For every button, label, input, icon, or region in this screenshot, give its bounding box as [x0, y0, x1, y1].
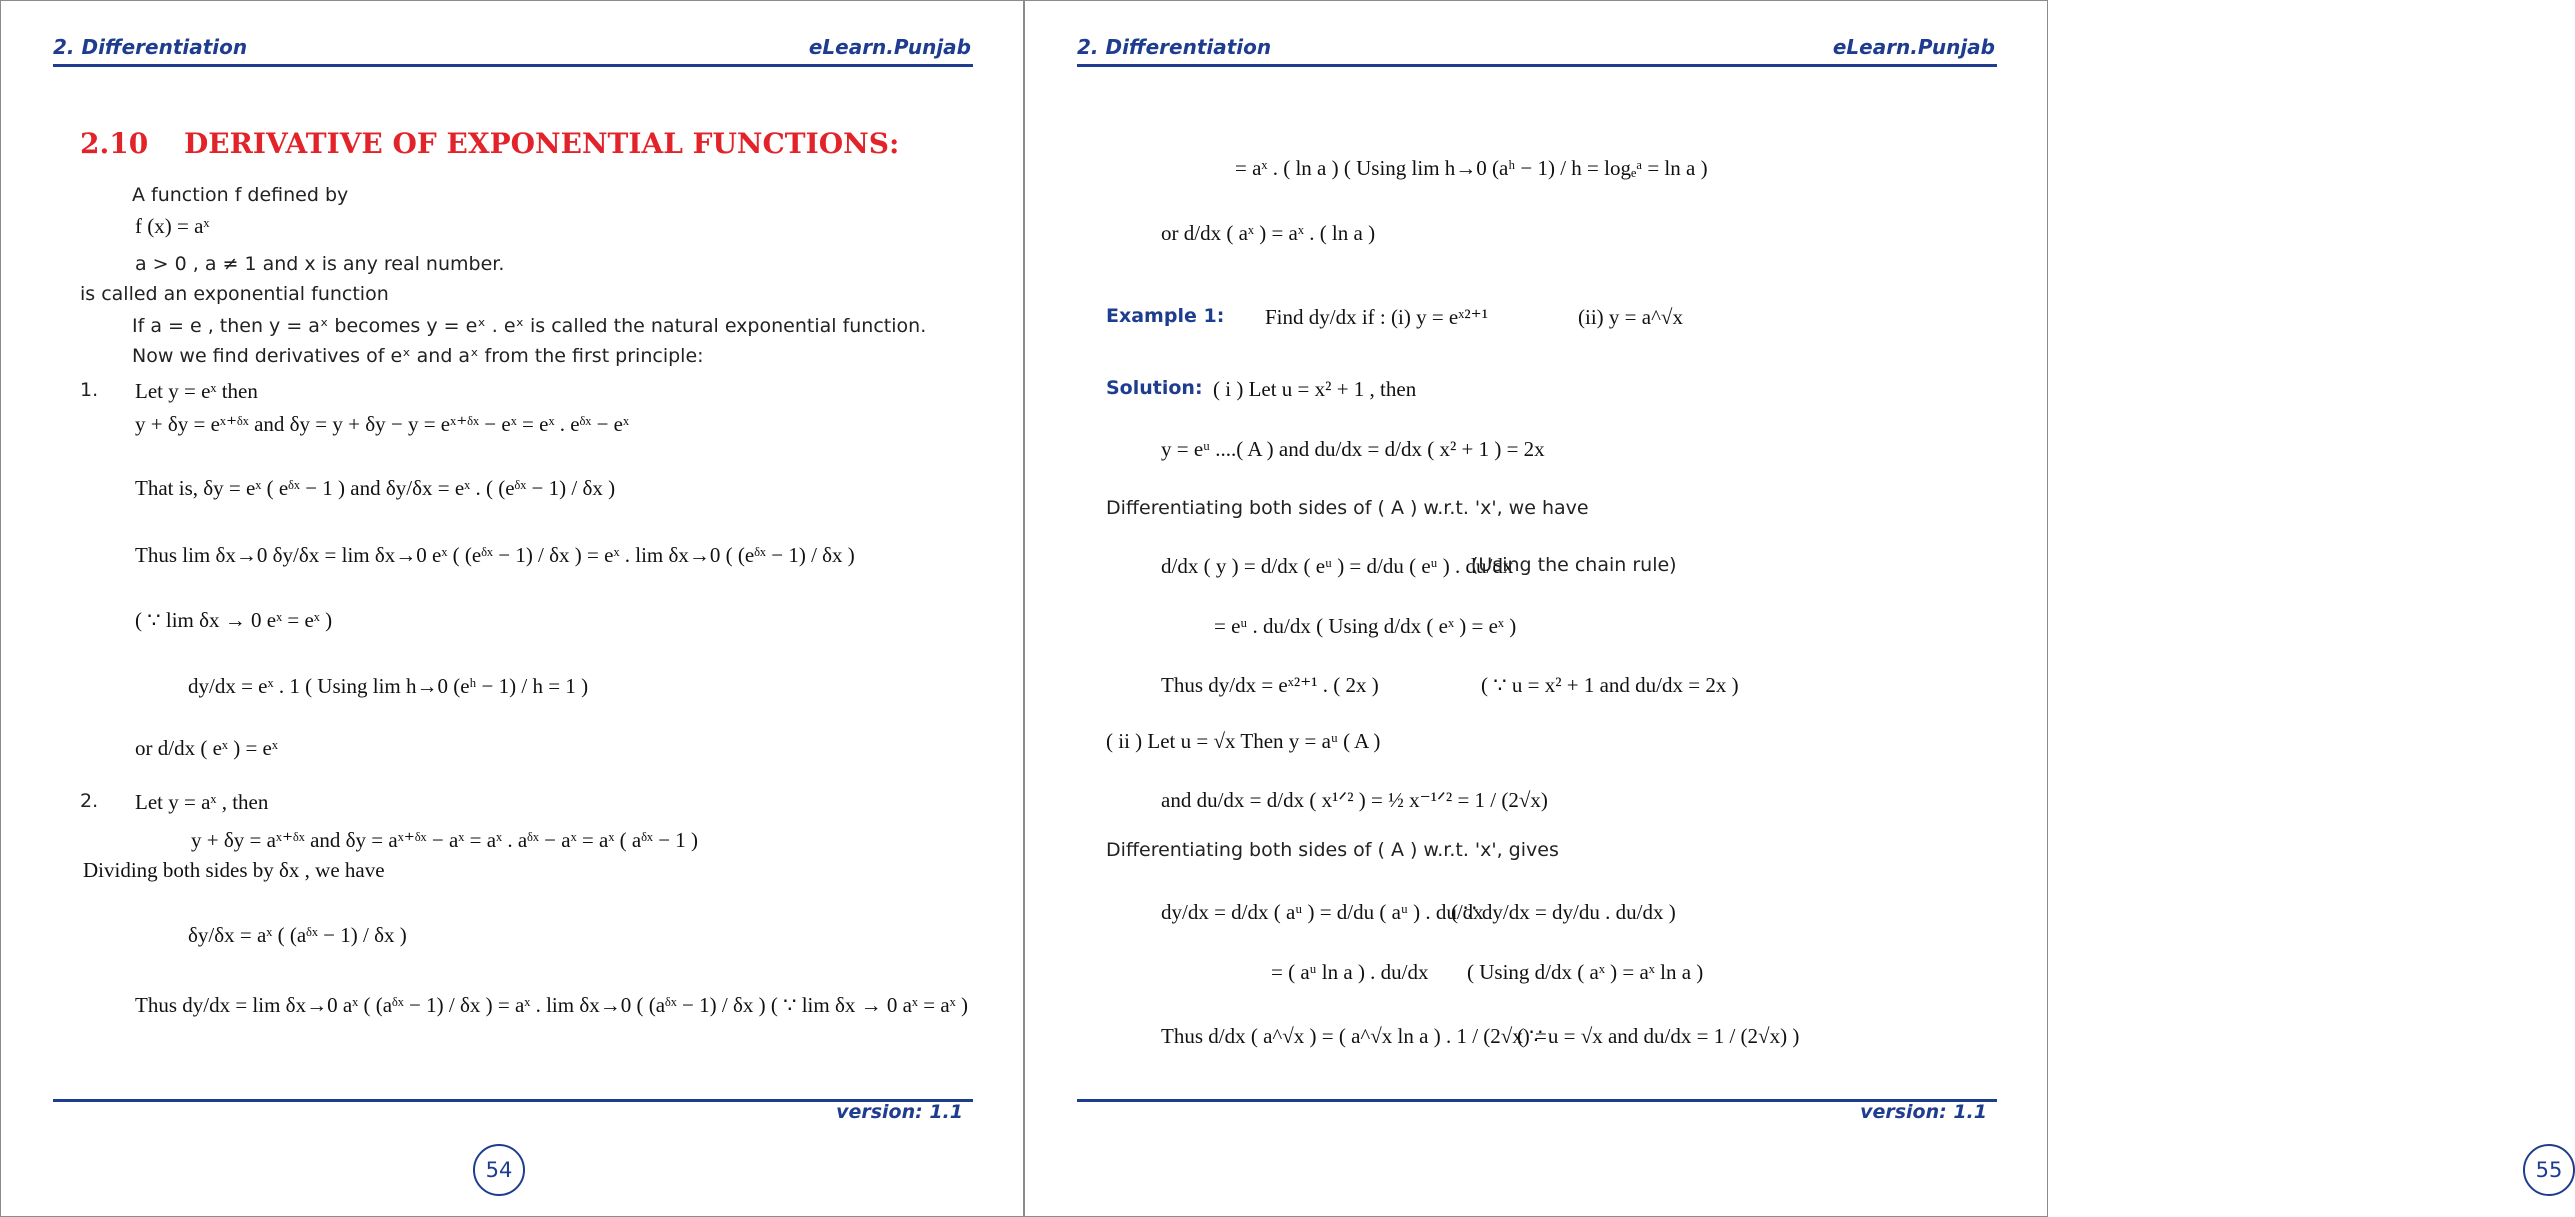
math-line: Thus lim δx→0 δy/δx = lim δx→0 eˣ ( (eᵟˣ − 1) / δx ) = eˣ . lim δx→0 ( (eᵟˣ − 1) / δx ) [135, 543, 855, 567]
text-line: is called an exponential function [80, 283, 389, 305]
page-right [1024, 0, 2563, 1217]
header-rule [1077, 64, 1997, 67]
math-line: That is, δy = eˣ ( eᵟˣ − 1 ) and δy/δx = eˣ . ( (eᵟˣ − 1) / δx ) [135, 476, 616, 500]
math-line: ( ∵ u = √x and du/dx = 1 / (2√x) ) [1517, 1024, 1800, 1048]
header-brand: eLearn.Punjab [808, 35, 971, 59]
footer-version: version: 1.1 [836, 1101, 963, 1123]
math-line: Thus dy/dx = lim δx→0 aˣ ( (aᵟˣ − 1) / δx ) = aˣ . lim δx→0 ( (aᵟˣ − 1) / δx ) ( ∵ lim δx → 0 aˣ = aˣ ) [135, 993, 968, 1017]
footer-rule [53, 1099, 973, 1102]
math-line: Let y = aˣ , then [135, 790, 269, 814]
math-line: (ii) y = a^√x [1578, 305, 1683, 329]
text-line: A function f defined by [132, 184, 349, 206]
math-line: Dividing both sides by δx , we have [83, 858, 385, 882]
math-line: Find dy/dx if : (i) y = eˣ²⁺¹ [1265, 305, 1488, 329]
footer-rule [1077, 1099, 1997, 1102]
header-chapter: 2. Differentiation [1077, 35, 1272, 59]
math-line: ( Using d/dx ( aˣ ) = aˣ ln a ) [1467, 960, 1704, 984]
page-number: 55 [2523, 1144, 2575, 1196]
text-line: Now we find derivatives of eˣ and aˣ from the first principle: [132, 345, 704, 367]
header-brand: eLearn.Punjab [1832, 35, 1995, 59]
header-chapter: 2. Differentiation [53, 35, 248, 59]
math-line: ( ∵ lim δx → 0 eˣ = eˣ ) [135, 608, 333, 632]
math-line: d/dx ( y ) = d/dx ( eᵘ ) = d/du ( eᵘ ) . du/dx [1161, 554, 1514, 578]
label-heading: Example 1: [1106, 305, 1225, 327]
math-line: y + δy = eˣ⁺ᵟˣ and δy = y + δy − y = eˣ⁺ᵟˣ − eˣ = eˣ . eᵟˣ − eˣ [135, 412, 630, 436]
math-line: and du/dx = d/dx ( x¹ᐟ² ) = ½ x⁻¹ᐟ² = 1 / (2√x) [1161, 788, 1548, 812]
text-line: 2. [80, 790, 99, 812]
math-line: or d/dx ( eˣ ) = eˣ [135, 736, 278, 760]
section-number: 2.10 [80, 127, 149, 160]
math-line: δy/δx = aˣ ( (aᵟˣ − 1) / δx ) [188, 923, 407, 947]
math-line: = eᵘ . du/dx ( Using d/dx ( eˣ ) = eˣ ) [1214, 614, 1517, 638]
math-line: f (x) = aˣ [135, 214, 210, 238]
math-line: ( ii ) Let u = √x Then y = aᵘ ( A ) [1106, 729, 1381, 753]
text-line: If a = e , then y = aˣ becomes y = eˣ . eˣ is called the natural exponential function. [132, 315, 927, 337]
text-line: Differentiating both sides of ( A ) w.r.t. 'x', we have [1106, 497, 1589, 519]
math-line: ( ∵ dy/dx = dy/du . du/dx ) [1451, 900, 1676, 924]
math-line: ( i ) Let u = x² + 1 , then [1213, 377, 1417, 401]
math-line: Let y = eˣ then [135, 379, 258, 403]
math-line: dy/dx = d/dx ( aᵘ ) = d/du ( aᵘ ) . du/dx [1161, 900, 1484, 924]
math-line: y + δy = aˣ⁺ᵟˣ and δy = aˣ⁺ᵟˣ − aˣ = aˣ . aᵟˣ − aˣ = aˣ ( aᵟˣ − 1 ) [191, 828, 699, 852]
page-number: 54 [473, 1144, 525, 1196]
math-line: ( ∵ u = x² + 1 and du/dx = 2x ) [1481, 673, 1739, 697]
text-line: Differentiating both sides of ( A ) w.r.t. 'x', gives [1106, 839, 1559, 861]
math-line: = aˣ . ( ln a ) ( Using lim h→0 (aʰ − 1) / h = logₑᵃ = ln a ) [1235, 156, 1708, 180]
math-line: Thus d/dx ( a^√x ) = ( a^√x ln a ) . 1 / (2√x) = [1161, 1024, 1547, 1048]
footer-version: version: 1.1 [1860, 1101, 1987, 1123]
label-heading: Solution: [1106, 377, 1203, 399]
text-line: a > 0 , a ≠ 1 and x is any real number. [135, 253, 505, 275]
math-line: Thus dy/dx = eˣ²⁺¹ . ( 2x ) [1161, 673, 1379, 697]
text-line: (Using the chain rule) [1471, 554, 1677, 576]
page-left [0, 0, 1024, 1217]
header-rule [53, 64, 973, 67]
math-line: or d/dx ( aˣ ) = aˣ . ( ln a ) [1161, 221, 1376, 245]
math-line: y = eᵘ ....( A ) and du/dx = d/dx ( x² + 1 ) = 2x [1161, 437, 1545, 461]
math-line: dy/dx = eˣ . 1 ( Using lim h→0 (eʰ − 1) / h = 1 ) [188, 674, 589, 698]
math-line: = ( aᵘ ln a ) . du/dx [1271, 960, 1429, 984]
section-title: DERIVATIVE OF EXPONENTIAL FUNCTIONS: [184, 127, 900, 160]
text-line: 1. [80, 379, 99, 401]
